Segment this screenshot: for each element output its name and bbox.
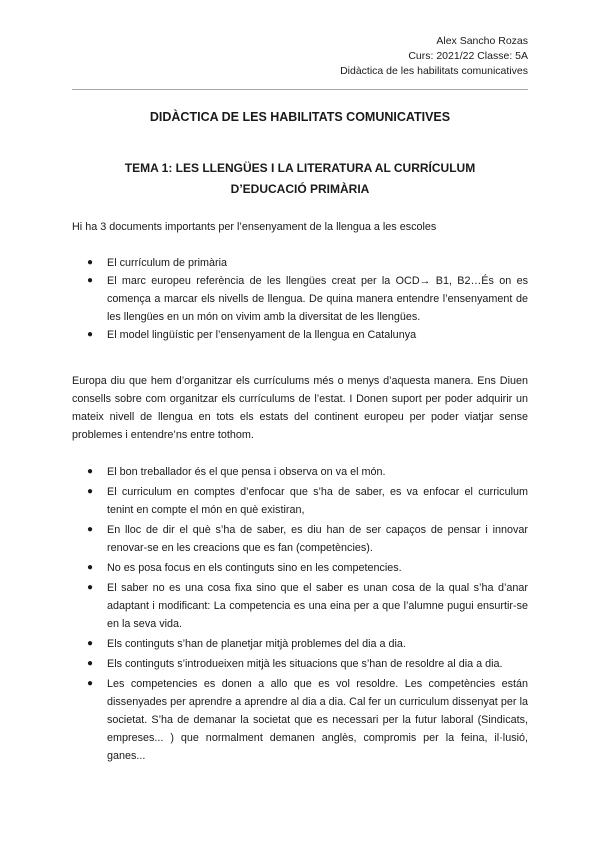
list-item xyxy=(72,579,528,633)
competencies-list xyxy=(72,463,528,767)
intro-paragraph: Hi ha 3 documents importants per l’ensenyament de la llengua a les escoles xyxy=(72,221,437,233)
bullet-icon: ● xyxy=(87,524,94,535)
section-title: TEMA 1: LES LLENGÜES I LA LITERATURA AL CURRÍCULUM D’EDUCACIÓ PRIMÀRIA xyxy=(124,161,476,196)
list-item xyxy=(72,463,528,481)
list-item-text: El saber no es una cosa fixa sino que el saber es unan cosa de la qual s’ha d’anar adaptant i modificant: La competencia es una eina per a que l’alumne pugui ensurtir-se en la seva vida. xyxy=(107,582,528,630)
list-item-text: El currículum de primària xyxy=(107,257,227,269)
list-item xyxy=(72,521,528,557)
document-title: DIDÀCTICA DE LES HABILITATS COMUNICATIVES xyxy=(149,110,451,124)
bullet-icon: ● xyxy=(87,466,94,477)
europe-paragraph: Europa diu que hem d’organitzar els currículums més o menys d’aquesta manera. Ens Diuen consells sobre com organitzar els currículums de l’estat. I Donen suport per poder adquirir un mateix nivell de llengua en tots els estats del continent europeu per poder viatjar sense problemes i entendre’ns entre tothom. xyxy=(72,375,528,441)
list-item-text: Els continguts s’han de planetjar mitjà problemes del dia a dia. xyxy=(107,638,406,650)
list-item-text: El bon treballador és el que pensa i observa on va el món. xyxy=(107,466,386,478)
header-divider xyxy=(72,89,528,90)
list-item xyxy=(72,675,528,765)
bullet-icon: ● xyxy=(87,257,94,268)
bullet-icon: ● xyxy=(87,329,94,340)
list-item-text: El curriculum en comptes d’enfocar que s’ha de saber, es va enfocar el curriculum tenint en compte el món en què existiran, xyxy=(107,486,528,516)
list-item xyxy=(72,483,528,519)
list-item xyxy=(72,655,528,673)
list-item-text: Les competencies es donen a allo que es vol resoldre. Les competències están dissenyades per aprendre a aprendre al dia a dia. Cal fer un curriculum dissenyat per la societat. S’ha de demanar la societat que es necessari per la futur laboral (Sindicats, empreses... ) que normalment demanen anglès, compromis per la feina, il·lusió, ganes... xyxy=(107,678,528,762)
subject-name: Didàctica de les habilitats comunicatives xyxy=(340,65,528,77)
author-name: Alex Sancho Rozas xyxy=(436,35,528,47)
page-header xyxy=(340,34,528,79)
course-info: Curs: 2021/22 Classe: 5A xyxy=(408,50,528,62)
bullet-icon: ● xyxy=(87,562,94,573)
documents-list xyxy=(72,254,528,344)
list-item-text: No es posa focus en els continguts sino en les competencies. xyxy=(107,562,402,574)
list-item xyxy=(72,326,528,344)
list-item-text: Els continguts s’introdueixen mitjà les situacions que s’han de resoldre al dia a dia. xyxy=(107,658,503,670)
bullet-icon: ● xyxy=(87,582,94,593)
bullet-icon: ● xyxy=(87,486,94,497)
list-item-text: En lloc de dir el què s’ha de saber, es diu han de ser capaços de pensar i innovar renovar-se en les creacions que es fan (competències). xyxy=(107,524,528,554)
list-item xyxy=(72,559,528,577)
bullet-icon: ● xyxy=(87,275,94,286)
list-item-text: El model lingüístic per l’ensenyament de la llengua en Catalunya xyxy=(107,329,417,341)
list-item xyxy=(72,635,528,653)
bullet-icon: ● xyxy=(87,658,94,669)
bullet-icon: ● xyxy=(87,638,94,649)
list-item xyxy=(72,254,528,272)
list-item xyxy=(72,272,528,326)
list-item-text: El marc europeu referència de les llengües creat per la OCD→ B1, B2…És on es comença a marcar els nivells de llengua. De quina manera entendre l’ensenyament de les llengües en un món on vivim amb la diversitat de les llengües. xyxy=(107,275,528,323)
bullet-icon: ● xyxy=(87,678,94,689)
